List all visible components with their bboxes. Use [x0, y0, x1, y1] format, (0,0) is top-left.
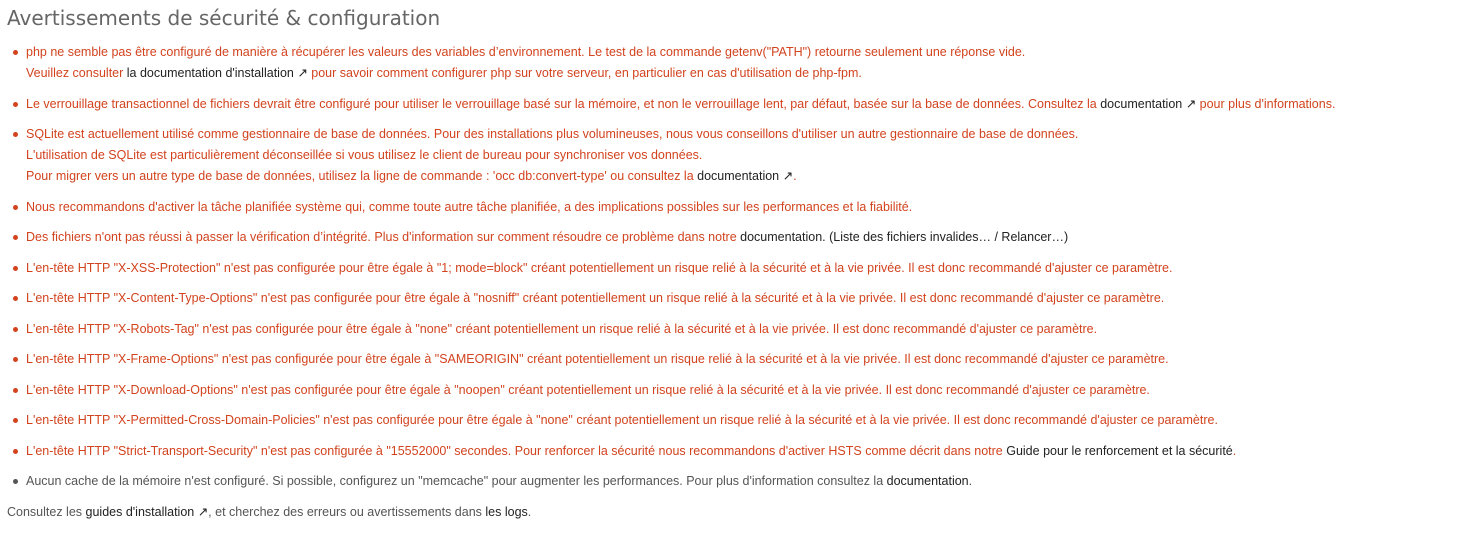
warning-x-xss-protection: L'en-tête HTTP "X-XSS-Protection" n'est pas configurée pour être égale à "1; mode=block" créant potentiellement un risque relié à la sécurité et à la vie privée. Il est donc recommandé d'ajuster ce paramètre.: [7, 258, 1475, 279]
warning-sqlite: SQLite est actuellement utilisé comme gestionnaire de base de données. Pour des installations plus volumineuses, nous vous conseillons d'utiliser un autre gestionnaire de base de données. L'utilisation de SQLite est particulièrement déconseillée si vous utilisez le client de bureau pour synchroniser vos données. Pour migrer vers un autre type de base de données, utilisez la ligne de commande : 'occ db:convert-type' ou consultez la documentation ↗.: [7, 124, 1475, 187]
warning-x-frame-options: L'en-tête HTTP "X-Frame-Options" n'est pas configurée pour être égale à "SAMEORIGIN" créant potentiellement un risque relié à la sécurité et à la vie privée. Il est donc recommandé d'ajuster ce paramètre.: [7, 349, 1475, 370]
install-doc-link[interactable]: la documentation d'installation ↗: [126, 66, 308, 80]
warning-cron: Nous recommandons d'activer la tâche planifiée système qui, comme toute autre tâche planifiée, a des implications possibles sur les performances et la fiabilité.: [7, 197, 1475, 218]
rescan-link[interactable]: Relancer…: [1001, 230, 1064, 244]
integrity-doc-link[interactable]: documentation: [740, 230, 823, 244]
warning-hsts: L'en-tête HTTP "Strict-Transport-Security" n'est pas configurée à "15552000" secondes. Pour renforcer la sécurité nous recommandons d'activer HSTS comme décrit dans notre Guide pour le renforcement et la sécurité.: [7, 441, 1475, 462]
section-title: Avertissements de sécurité & configuration: [7, 6, 441, 30]
warning-x-permitted-cross-domain: L'en-tête HTTP "X-Permitted-Cross-Domain-Policies" n'est pas configurée pour être égale à "none" créant potentiellement un risque relié à la sécurité et à la vie privée. Il est donc recommandé d'ajuster ce paramètre.: [7, 410, 1475, 431]
install-guides-link[interactable]: guides d'installation ↗: [85, 504, 209, 519]
hardening-guide-link[interactable]: Guide pour le renforcement et la sécurité: [1006, 443, 1233, 458]
warning-x-download-options: L'en-tête HTTP "X-Download-Options" n'est pas configurée pour être égale à "noopen" créant potentiellement un risque relié à la sécurité et à la vie privée. Il est donc recommandé d'ajuster ce paramètre.: [7, 380, 1475, 401]
invalid-files-link[interactable]: Liste des fichiers invalides…: [833, 230, 991, 244]
info-memcache: Aucun cache de la mémoire n'est configuré. Si possible, configurez un "memcache" pour augmenter les performances. Pour plus d'information consultez la documentation.: [7, 471, 1475, 492]
locking-doc-link[interactable]: documentation ↗: [1100, 96, 1197, 111]
warning-integrity: Des fichiers n'ont pas réussi à passer la vérification d’intégrité. Plus d'information sur comment résoudre ce problème dans notre documentation. (Liste des fichiers invalides… / Relancer…): [7, 227, 1475, 248]
warning-x-content-type-options: L'en-tête HTTP "X-Content-Type-Options" n'est pas configurée pour être égale à "nosniff" créant potentiellement un risque relié à la sécurité et à la vie privée. Il est donc recommandé d'ajuster ce paramètre.: [7, 288, 1475, 309]
warning-file-locking: Le verrouillage transactionnel de fichiers devrait être configuré pour utiliser le verrouillage basé sur la mémoire, et non le verrouillage lent, par défaut, basée sur la base de données. Consultez la documentation ↗ pour plus d'informations.: [7, 94, 1475, 115]
sqlite-doc-link[interactable]: documentation ↗: [697, 169, 794, 183]
footer-note: Consultez les guides d'installation ↗, et cherchez des erreurs ou avertissements dans les logs.: [7, 504, 532, 519]
warning-php-getenv: php ne semble pas être configuré de manière à récupérer les valeurs des variables d’environnement. Le test de la commande getenv("PATH") retourne seulement une réponse vide. Veuillez consulter la documentation d'installation ↗ pour savoir comment configurer php sur votre serveur, en particulier en cas d'utilisation de php-fpm.: [7, 42, 1475, 84]
warning-x-robots-tag: L'en-tête HTTP "X-Robots-Tag" n'est pas configurée pour être égale à "none" créant potentiellement un risque relié à la sécurité et à la vie privée. Il est donc recommandé d'ajuster ce paramètre.: [7, 319, 1475, 340]
warnings-list: [7, 42, 1475, 492]
memcache-doc-link[interactable]: documentation: [886, 474, 969, 488]
logs-link[interactable]: les logs: [485, 504, 528, 519]
